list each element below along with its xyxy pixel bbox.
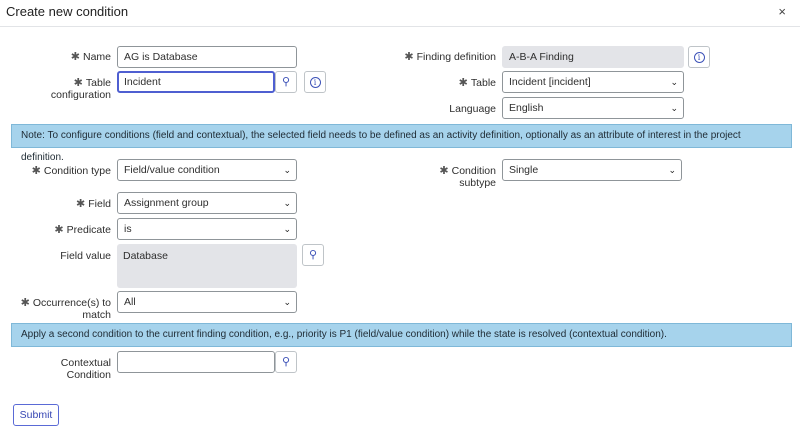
condition-type-label: ✱ Condition type <box>31 165 111 177</box>
dialog-header <box>0 0 800 27</box>
chevron-down-icon: ⌄ <box>670 77 678 87</box>
finding-definition-label: ✱ Finding definition <box>404 51 496 63</box>
required-icon: ✱ <box>458 77 468 89</box>
close-icon[interactable]: × <box>778 4 786 19</box>
chevron-down-icon: ⌄ <box>670 103 678 113</box>
info-icon: i <box>310 77 321 88</box>
search-icon[interactable]: ⚲ <box>275 351 297 373</box>
language-select[interactable]: English ⌄ <box>502 97 684 119</box>
submit-button[interactable]: Submit <box>13 404 59 426</box>
condition-type-select[interactable]: Field/value condition ⌄ <box>117 159 297 181</box>
contextual-condition-label: Contextual Condition <box>60 357 111 381</box>
predicate-select[interactable]: is ⌄ <box>117 218 297 240</box>
table-configuration-input[interactable]: Incident <box>117 71 275 93</box>
field-select[interactable]: Assignment group ⌄ <box>117 192 297 214</box>
table-configuration-info-button[interactable] <box>304 71 326 93</box>
finding-definition-field: A-B-A Finding <box>502 46 684 68</box>
required-icon: ✱ <box>76 198 86 210</box>
chevron-down-icon: ⌄ <box>283 165 291 175</box>
chevron-down-icon: ⌄ <box>668 165 676 175</box>
name-input[interactable]: AG is Database <box>117 46 297 68</box>
field-label: ✱ Field <box>76 198 111 210</box>
name-label: ✱ Name <box>70 51 111 63</box>
condition-subtype-label: ✱ Condition subtype <box>439 165 496 189</box>
required-icon: ✱ <box>439 165 449 177</box>
finding-definition-info-button[interactable] <box>688 46 710 68</box>
language-label: Language <box>449 103 496 115</box>
field-value-display: Database <box>117 244 297 288</box>
chevron-down-icon: ⌄ <box>283 198 291 208</box>
table-label: ✱ Table <box>458 77 496 89</box>
occurrences-select[interactable]: All ⌄ <box>117 291 297 313</box>
condition-subtype-select[interactable]: Single ⌄ <box>502 159 682 181</box>
predicate-label: ✱ Predicate <box>54 224 111 236</box>
table-select[interactable]: Incident [incident] ⌄ <box>502 71 684 93</box>
search-icon[interactable]: ⚲ <box>275 71 297 93</box>
chevron-down-icon: ⌄ <box>283 297 291 307</box>
required-icon: ✱ <box>70 51 80 63</box>
required-icon: ✱ <box>404 51 414 63</box>
required-icon: ✱ <box>54 224 64 236</box>
dialog-title: Create new condition <box>6 4 129 19</box>
second-condition-note: Apply a second condition to the current finding condition, e.g., priority is P1 (field/value condition) while the state is resolved (contextual condition). <box>11 323 792 347</box>
required-icon: ✱ <box>31 165 41 177</box>
required-icon: ✱ <box>73 77 83 89</box>
chevron-down-icon: ⌄ <box>283 224 291 234</box>
field-value-label: Field value <box>60 250 111 262</box>
occurrences-label: ✱ Occurrence(s) to match <box>20 297 111 321</box>
conditions-note: Note: To configure conditions (field and contextual), the selected field needs to be defined as an activity definition, optionally as an attribute of interest in the project definition. <box>11 124 792 148</box>
search-icon[interactable]: ⚲ <box>302 244 324 266</box>
contextual-condition-input[interactable] <box>117 351 275 373</box>
info-icon: i <box>694 52 705 63</box>
table-configuration-label: ✱ Table configuration <box>50 77 111 101</box>
required-icon: ✱ <box>20 297 30 309</box>
